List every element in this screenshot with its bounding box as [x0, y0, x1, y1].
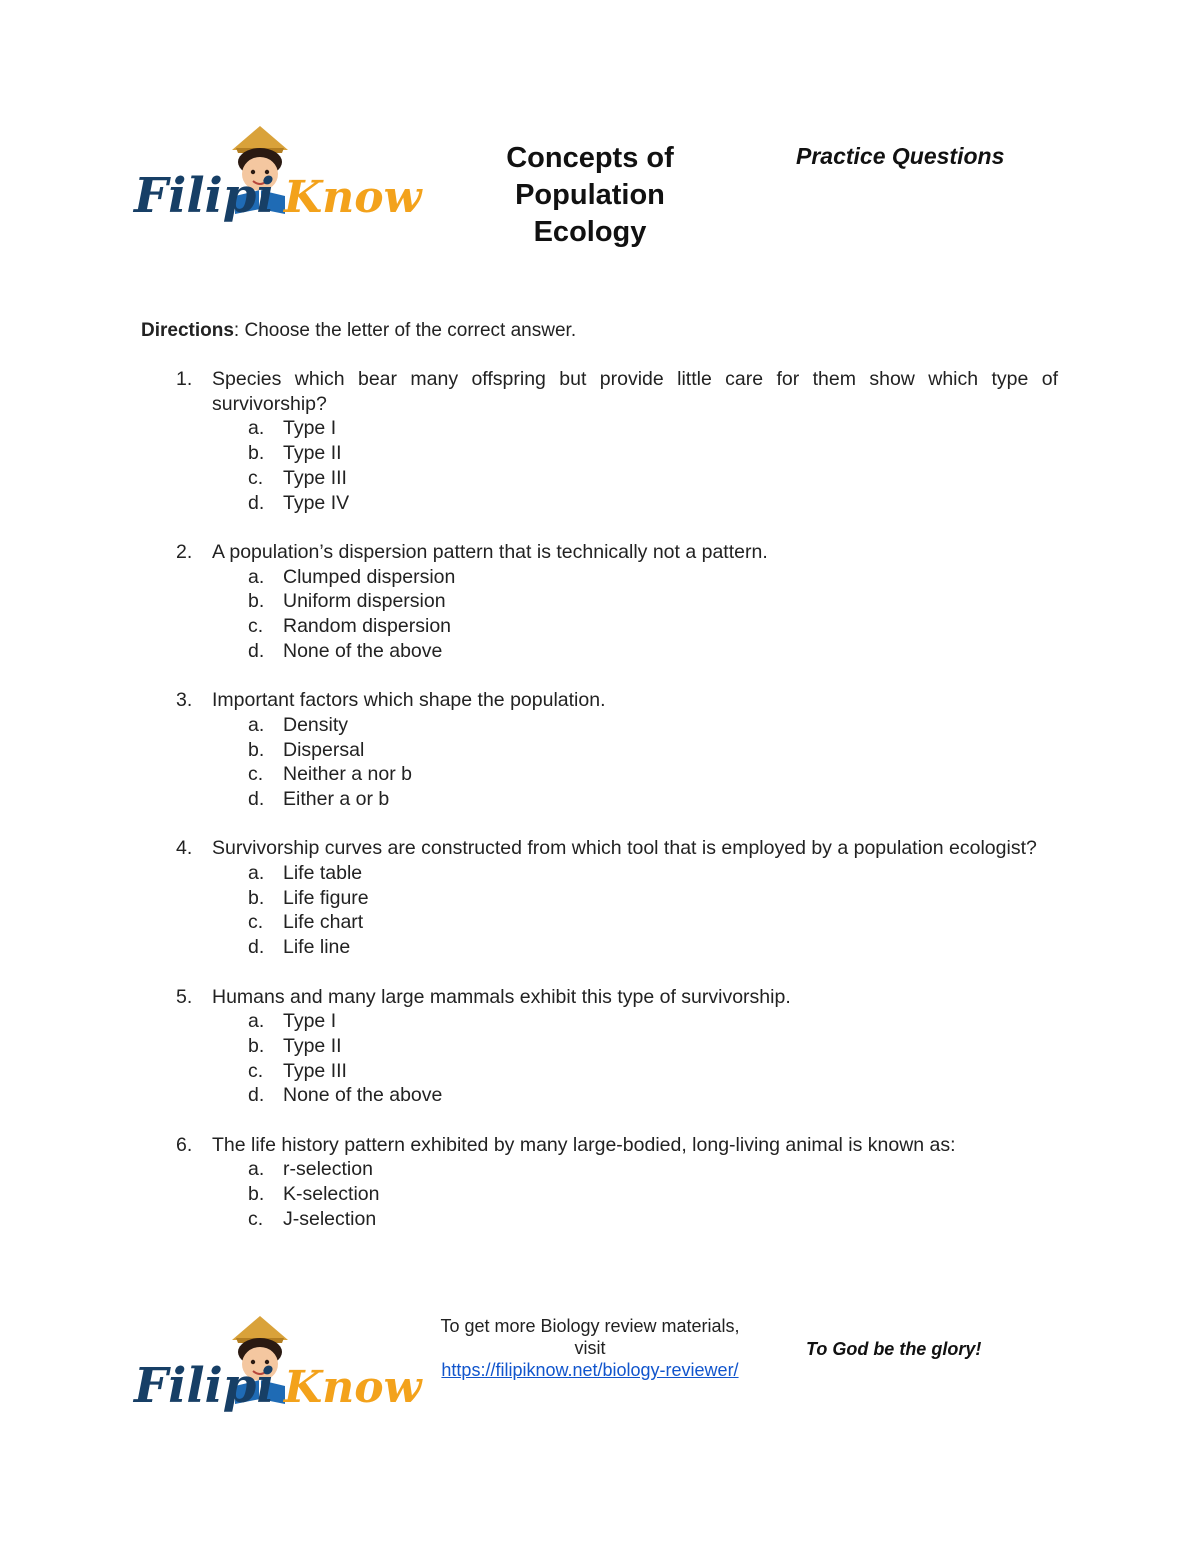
option-letter: b. [248, 738, 265, 761]
option-text: Type III [283, 466, 347, 489]
option-text: Dispersal [283, 738, 365, 761]
option-letter: a. [248, 1158, 265, 1181]
option-text: Clumped dispersion [283, 565, 456, 588]
option-text: Life line [283, 936, 351, 959]
footer-text: To get more Biology review materials, visit [440, 1316, 740, 1358]
option-text: Neither a nor b [283, 763, 412, 786]
option-text: Type IV [283, 491, 350, 514]
option-text: Type II [283, 1034, 342, 1057]
directions-label: Directions [141, 320, 234, 341]
filipiknow-logo [132, 120, 422, 230]
answer-option [212, 738, 1058, 763]
biology-reviewer-link[interactable]: https://filipiknow.net/biology-reviewer/ [441, 1360, 739, 1380]
answer-option [212, 491, 1058, 516]
title-line: Ecology [533, 216, 647, 248]
filipiknow-footer-logo-graphic [132, 1310, 422, 1420]
option-letter: d. [248, 639, 265, 662]
option-letter: b. [248, 590, 265, 613]
option-letter: a. [248, 1010, 265, 1033]
option-letter: c. [248, 1059, 264, 1082]
option-letter: c. [248, 911, 264, 934]
answer-option [212, 441, 1058, 466]
option-text: Life chart [283, 911, 364, 934]
question-2 [141, 540, 1058, 664]
option-letter: a. [248, 417, 265, 440]
option-text: Uniform dispersion [283, 590, 446, 613]
option-letter: c. [248, 466, 264, 489]
answer-option [212, 614, 1058, 639]
logo-text-know: Know [284, 172, 422, 223]
logo-text-filipi: Filipi [134, 1358, 275, 1414]
answer-option [212, 935, 1058, 960]
page-title [440, 140, 740, 251]
answer-option [212, 713, 1058, 738]
option-text: Life table [283, 862, 363, 885]
option-letter: b. [248, 1183, 265, 1206]
answer-option [212, 910, 1058, 935]
answer-option [212, 861, 1058, 886]
footer-sign-off: To God be the glory! [806, 1339, 982, 1359]
answer-option [212, 1059, 1058, 1084]
question-3 [141, 688, 1058, 812]
answer-option [212, 589, 1058, 614]
option-text: Either a or b [283, 787, 390, 810]
answer-option [212, 416, 1058, 441]
answer-option [212, 1182, 1058, 1207]
option-text: None of the above [283, 639, 443, 662]
option-letter: d. [248, 491, 265, 514]
answer-option [212, 565, 1058, 590]
question-text: The life history pattern exhibited by many large-bodied, long-living animal is known as: [212, 1133, 956, 1156]
option-text: Type II [283, 442, 342, 465]
answer-option [212, 1157, 1058, 1182]
option-text: Type I [283, 417, 337, 440]
answer-option [212, 466, 1058, 491]
question-5 [141, 985, 1058, 1109]
option-letter: d. [248, 1084, 265, 1107]
question-list [141, 367, 1058, 1232]
option-letter: a. [248, 713, 265, 736]
answer-option [212, 787, 1058, 812]
answer-option [212, 1034, 1058, 1059]
option-text: None of the above [283, 1084, 443, 1107]
option-letter: b. [248, 1034, 265, 1057]
answer-option [212, 1207, 1058, 1232]
logo-text-filipi: Filipi [134, 168, 275, 224]
footer-review-note [440, 1315, 740, 1381]
option-letter: c. [248, 1207, 264, 1230]
option-text: Type I [283, 1010, 337, 1033]
answer-option [212, 886, 1058, 911]
page-subtitle: Practice Questions [796, 143, 1005, 169]
option-text: Density [283, 713, 349, 736]
filipiknow-logo-graphic [132, 120, 422, 230]
option-text: Type III [283, 1059, 347, 1082]
question-number: 1. [176, 368, 193, 390]
option-letter: c. [248, 763, 264, 786]
answer-option [212, 762, 1058, 787]
option-letter: a. [248, 565, 265, 588]
question-text: Survivorship curves are constructed from which tool that is employed by a population ecologist? [212, 837, 1037, 860]
directions [141, 318, 576, 343]
title-line: Concepts of [506, 142, 674, 174]
option-letter: c. [248, 615, 264, 638]
option-letter: b. [248, 442, 265, 465]
question-text: Important factors which shape the population. [212, 689, 606, 712]
question-text: Species which bear many offspring but provide little care for them show which type of survivorship? [212, 368, 1058, 415]
logo-text-know: Know [284, 1362, 422, 1413]
question-6 [141, 1133, 1058, 1232]
question-number: 5. [176, 985, 193, 1008]
option-letter: a. [248, 862, 265, 885]
option-letter: b. [248, 886, 265, 909]
filipiknow-footer-logo [132, 1310, 422, 1420]
question-number: 3. [176, 689, 193, 712]
option-text: r-selection [283, 1158, 373, 1181]
question-text: Humans and many large mammals exhibit this type of survivorship. [212, 985, 791, 1008]
option-text: K-selection [283, 1183, 380, 1206]
answer-option [212, 1083, 1058, 1108]
option-text: Random dispersion [283, 615, 452, 638]
question-number: 2. [176, 540, 193, 563]
answer-option [212, 1009, 1058, 1034]
question-number: 6. [176, 1133, 193, 1156]
question-text: A population’s dispersion pattern that is technically not a pattern. [212, 540, 768, 563]
option-letter: d. [248, 787, 265, 810]
question-number: 4. [176, 837, 193, 860]
option-text: Life figure [283, 886, 369, 909]
question-1 [141, 367, 1058, 515]
question-4 [141, 836, 1058, 960]
answer-option [212, 639, 1058, 664]
directions-text: : Choose the letter of the correct answer. [233, 320, 577, 341]
title-line: Population [515, 179, 665, 211]
option-text: J-selection [283, 1207, 377, 1230]
option-letter: d. [248, 936, 265, 959]
